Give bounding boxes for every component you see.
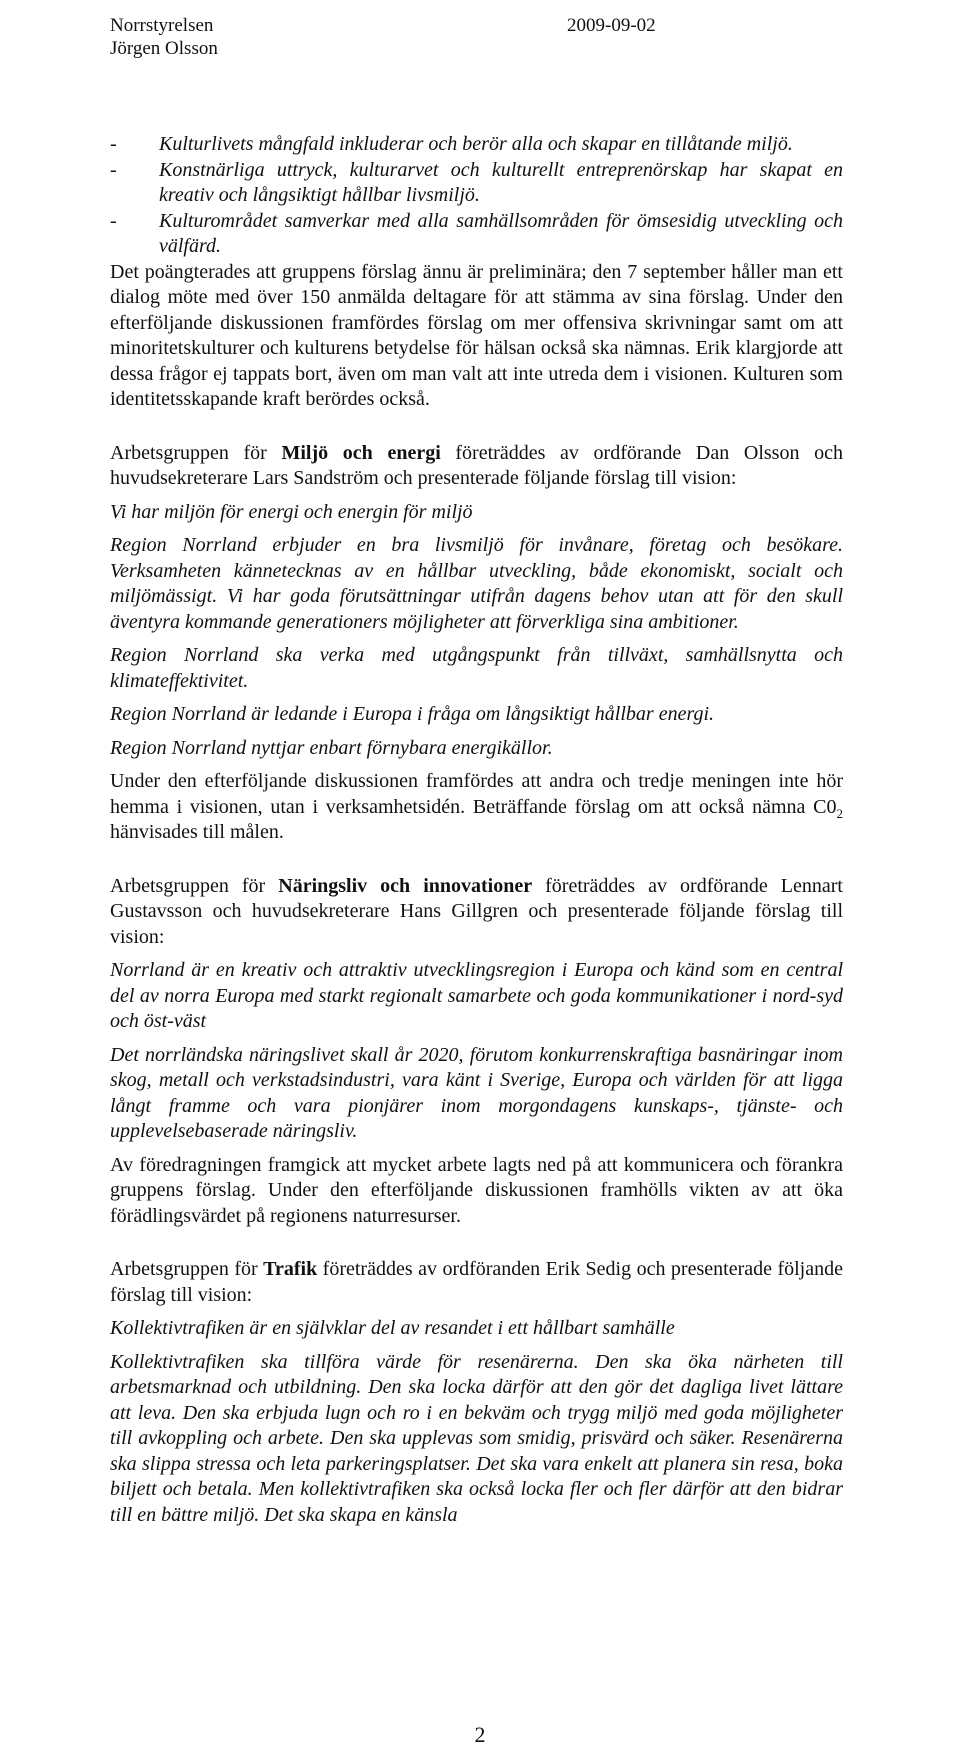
group-name-business: Näringsliv och innovationer <box>278 874 533 897</box>
environment-vision-text: Region Norrland är ledande i Europa i fråga om långsiktigt hållbar energi. <box>110 703 715 725</box>
bullet-text: Kulturlivets mångfald inkluderar och berör alla och skapar en tillåtande miljö. <box>159 133 793 155</box>
bullet-item <box>110 158 843 209</box>
environment-vision-title: Vi har miljön för energi och energin för miljö <box>110 500 473 523</box>
traffic-intro-paragraph <box>110 1257 843 1308</box>
header-left <box>110 14 218 60</box>
bullet-dash: - <box>110 158 117 181</box>
traffic-vision-text: Kollektivtrafiken ska tillföra värde för resenärerna. Den ska öka närheten till arbetsmarknad och utbildning. Den ska locka därför att den gör det dagliga livet lättare att leva. Den ska erbjuda lugn och ro i en bekväm och trygg miljö med goda möjligheter till avkoppling och arbete. Den ska upplevas som smidig, prisvärd och säker. Resenärerna ska slippa stressa och leta parkeringsplatser. Det ska vara enkelt att planera sin resa, boka biljett och betala. Men kollektivtrafiken ska också locka fler och fler därför att den bidrar till en bättre miljö. Det ska skapa en känsla <box>110 1350 843 1526</box>
discussion-text: hänvisades till målen. <box>110 821 284 843</box>
business-vision-text: Det norrländska näringslivet skall år 2020, förutom konkurrenskraftiga basnäringar inom skog, metall och verkstadsindustri, vara känt i Sverige, Europa och världen för att ligga långt framme och vara pionjärer inom morgondagens kunskaps-, tjänste- och upplevelsebaserade näringsliv. <box>110 1043 843 1142</box>
intro-text: Arbetsgruppen för <box>110 441 282 464</box>
business-discussion-paragraph: Av föredragningen framgick att mycket arbete lagts ned på att kommunicera och förankra gruppens förslag. Under den efterföljande diskussionen framhölls vikten av att öka förädlingsvärdet på regionens naturresurser. <box>110 1153 843 1227</box>
group-name-environment: Miljö och energi <box>281 441 441 464</box>
bullet-item <box>110 209 843 260</box>
organization-name: Norrstyrelsen <box>110 15 214 36</box>
business-vision-text: Norrland är en kreativ och attraktiv utvecklingsregion i Europa och känd som en central del av norra Europa med starkt regionalt samarbete och goda kommunikationer i nord-syd och öst-väst <box>110 959 843 1032</box>
bullet-text: Konstnärliga uttryck, kulturarvet och kulturellt entreprenörskap har skapat en kreativ och långsiktigt hållbar livsmiljö. <box>159 158 843 206</box>
intro-text: företräddes av ordföranden Erik Sedig och presenterade följande förslag till vision: <box>110 1258 843 1306</box>
business-intro-paragraph <box>110 874 843 951</box>
culture-discussion-paragraph: Det poängterades att gruppens förslag ännu är preliminära; den 7 september håller man ett dialog möte med över 150 anmälda deltagare för att stämma av sina förslag. Under den efterföljande diskussionen framfördes förslag om mer offensiva skrivningar samt om att minoritetskulturer och kulturens betydelse för hälsan också ska nämnas. Erik klargjorde att dessa frågor ej tappats bort, även om man valt att inte utreda dem i visionen. Kulturen som identitetsskapande kraft berördes också. <box>110 260 843 410</box>
document-date: 2009-09-02 <box>567 15 656 36</box>
bullet-dash: - <box>110 209 117 232</box>
bullet-text: Kulturområdet samverkar med alla samhällsområden för ömsesidig utveckling och välfärd. <box>159 209 843 257</box>
traffic-vision-title: Kollektivtrafiken är en självklar del av resandet i ett hållbart samhälle <box>110 1317 675 1339</box>
discussion-text: Under den efterföljande diskussionen framfördes att andra och tredje meningen inte hör hemma i visionen, utan i verksamhetsidén. Beträffande förslag om att också nämna C0 <box>110 770 843 818</box>
intro-text: Arbetsgruppen för <box>110 1258 264 1280</box>
intro-text: företräddes av ordförande Lennart Gustavsson och huvudsekreterare Hans Gillgren och presenterade följande förslag till vision: <box>110 874 843 948</box>
intro-text: företräddes av ordförande Dan Olsson och huvudsekreterare Lars Sandström och presenterade följande förslag till vision: <box>110 441 843 489</box>
bullet-dash: - <box>110 133 117 155</box>
document-body <box>110 132 843 1528</box>
group-name-traffic: Trafik <box>263 1258 318 1280</box>
environment-discussion-paragraph <box>110 769 843 846</box>
author-name: Jörgen Olsson <box>110 38 218 59</box>
environment-vision-text: Region Norrland nyttjar enbart förnybara energikällor. <box>110 736 553 759</box>
page-number: 2 <box>474 1722 486 1747</box>
bullet-item <box>110 132 843 158</box>
subscript: 2 <box>836 805 843 821</box>
environment-vision-text: Region Norrland erbjuder en bra livsmiljö för invånare, företag och besökare. Verksamheten kännetecknas av en hållbar utveckling, både ekonomiskt, socialt och miljömässigt. Vi har goda förutsättningar utifrån dagens behov utan att för den skull äventyra kommande generationers möjligheter att förverkliga sina ambitioner. <box>110 534 843 633</box>
environment-vision-text: Region Norrland ska verka med utgångspunkt från tillväxt, samhällsnytta och klimateffektivitet. <box>110 644 843 692</box>
environment-intro-paragraph <box>110 441 843 492</box>
intro-text: Arbetsgruppen för <box>110 874 279 897</box>
